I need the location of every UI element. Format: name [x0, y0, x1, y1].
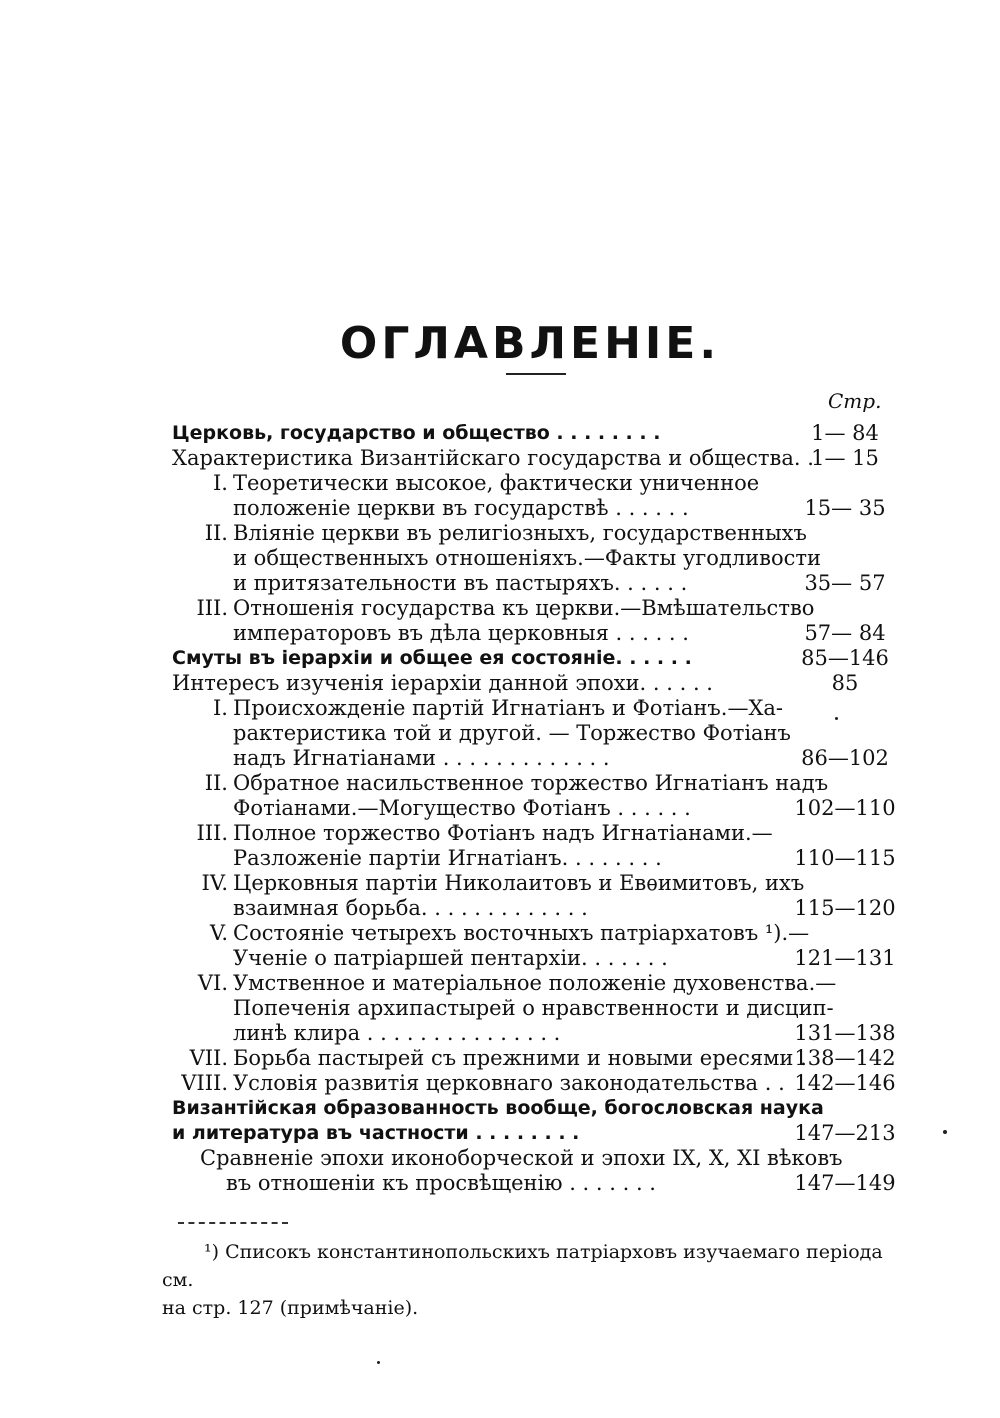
toc-entry-page: 115—120: [794, 896, 896, 920]
toc-entry-line: Условія развитія церковнаго законодательства . .: [233, 1071, 785, 1095]
toc-entry-line: и общественныхъ отношеніяхъ.—Факты угодливости: [233, 546, 822, 570]
toc-entry-number: II.: [204, 771, 228, 795]
toc-entry-line: Борьба пастырей съ прежними и новыми ересями .: [233, 1046, 807, 1070]
toc-entry: [0, 446, 1000, 471]
toc-entry: [0, 1046, 1000, 1071]
toc-entry-line: Разложеніе партіи Игнатіанъ. . . . . . . .: [233, 846, 662, 870]
toc-entry: [0, 1096, 1000, 1146]
toc-entry-line: Смуты въ іерархіи и общее ея состояніе. . . . . .: [172, 647, 692, 669]
toc-entry-line: Интересъ изученія іерархіи данной эпохи. . . . . .: [172, 671, 713, 695]
toc-entry-page: 1— 15: [811, 446, 879, 470]
toc-entry-line: Состояніе четырехъ восточныхъ патріархатовъ ¹).—: [233, 921, 810, 945]
toc-entry-page: 57— 84: [804, 621, 886, 645]
toc-entry-line: Церковныя партіи Николаитовъ и Евѳимитовъ, ихъ: [233, 871, 805, 895]
toc-entry-page: 121—131: [794, 946, 896, 970]
toc-entry-line: Теоретически высокое, фактически униченное: [233, 471, 760, 495]
toc-entry-number: I.: [213, 471, 228, 495]
toc-entry-page: 110—115: [794, 846, 896, 870]
toc-entry-number: VIII.: [181, 1071, 228, 1095]
toc-entry-page: 35— 57: [804, 571, 886, 595]
toc-entry-line: положеніе церкви въ государствѣ . . . . . .: [233, 496, 689, 520]
toc-entry-number: III.: [196, 821, 228, 845]
toc-entry-line: Вліяніе церкви въ религіозныхъ, государственныхъ: [233, 521, 807, 545]
toc-entry-line: взаимная борьба. . . . . . . . . . . . .: [233, 896, 588, 920]
toc-entry-line: Фотіанами.—Могущество Фотіанъ . . . . . .: [233, 796, 691, 820]
footnote-line: ¹) Списокъ константинопольскихъ патріарховъ изучаемаго періода см.: [162, 1241, 883, 1291]
toc-entry-line: Полное торжество Фотіанъ надъ Игнатіанами.—: [233, 821, 773, 845]
speck: [943, 1130, 947, 1134]
toc-entry-page: 147—149: [794, 1171, 896, 1195]
toc-entry-line: Церковь, государство и общество . . . . . . . .: [172, 422, 661, 444]
footnote-divider: [178, 1222, 288, 1224]
toc-entry-line: Попеченія архипастырей о нравственности и дисцип-: [233, 996, 834, 1020]
toc-entry-line: Византійская образованность вообще, богословская наука: [172, 1097, 824, 1119]
toc-entry: [0, 771, 1000, 821]
toc-entry: [0, 1146, 1000, 1196]
toc-entry-number: IV.: [201, 871, 228, 895]
toc-entry-number: V.: [209, 921, 228, 945]
toc-entry-line: рактеристика той и другой. — Торжество Фотіанъ: [233, 721, 791, 745]
toc-entry-number: III.: [196, 596, 228, 620]
toc-entry: [0, 521, 1000, 596]
toc-entry-number: I.: [213, 696, 228, 720]
toc-entry: [0, 871, 1000, 921]
toc-entry-page: 85: [831, 671, 859, 695]
toc-entry: [0, 821, 1000, 871]
toc-entry-line: надъ Игнатіанами . . . . . . . . . . . . .: [233, 746, 610, 770]
page-title: ОГЛАВЛЕНІЕ.: [339, 318, 721, 369]
toc-entry-page: 102—110: [794, 796, 896, 820]
toc-entry-line: линѣ клира . . . . . . . . . . . . . . .: [233, 1021, 561, 1045]
toc-entry-page: 131—138: [794, 1021, 896, 1045]
toc-entry-line: Ученіе о патріаршей пентархіи. . . . . . .: [233, 946, 668, 970]
footnote: [162, 1238, 892, 1322]
title-divider: [506, 373, 566, 375]
toc-entry-line: Умственное и матеріальное положеніе духовенства.—: [233, 971, 837, 995]
toc-entry-line: Отношенія государства къ церкви.—Вмѣшательство: [233, 596, 815, 620]
toc-entry-line: и притязательности въ пастыряхъ. . . . . .: [233, 571, 688, 595]
toc-entry: [0, 646, 1000, 671]
toc-entry-number: II.: [204, 521, 228, 545]
toc-entry-line: въ отношеніи къ просвѣщенію . . . . . . .: [226, 1171, 656, 1195]
toc-entry-page: 85—146: [801, 646, 889, 670]
toc-entry-number: VII.: [189, 1046, 228, 1070]
toc-entry: [0, 671, 1000, 696]
toc-entry: [0, 696, 1000, 771]
footnote-line: на стр. 127 (примѣчаніе).: [162, 1297, 419, 1319]
toc-entry-page: 86—102: [801, 746, 889, 770]
toc-entry-page: 1— 84: [811, 421, 879, 445]
toc-entry-page: 15— 35: [804, 496, 886, 520]
page-column-label: Стр.: [828, 389, 882, 413]
toc-entry-page: 147—213: [794, 1121, 896, 1145]
toc-entry: [0, 1071, 1000, 1096]
toc-entry: [0, 921, 1000, 971]
toc-entry-line: императоровъ въ дѣла церковныя . . . . . .: [233, 621, 689, 645]
toc-entry: [0, 421, 1000, 446]
toc-entry-line: и литература въ частности . . . . . . . .: [172, 1122, 580, 1144]
speck: [835, 717, 838, 720]
toc-entry-number: VI.: [197, 971, 228, 995]
toc-entry: [0, 471, 1000, 521]
toc-entry-line: Характеристика Византійскаго государства и общества. .: [172, 446, 814, 470]
toc-entry: [0, 596, 1000, 646]
toc-entry: [0, 971, 1000, 1046]
toc-entry-line: Обратное насильственное торжество Игнатіанъ надъ: [233, 771, 829, 795]
toc-entry-line: Сравненіе эпохи иконоборческой и эпохи IX, X, XI вѣковъ: [200, 1146, 843, 1170]
speck: [377, 1361, 380, 1364]
toc-entry-page: 142—146: [794, 1071, 896, 1095]
toc-entry-line: Происхожденіе партій Игнатіанъ и Фотіанъ.—Ха-: [233, 696, 784, 720]
toc-entry-page: 138—142: [794, 1046, 896, 1070]
